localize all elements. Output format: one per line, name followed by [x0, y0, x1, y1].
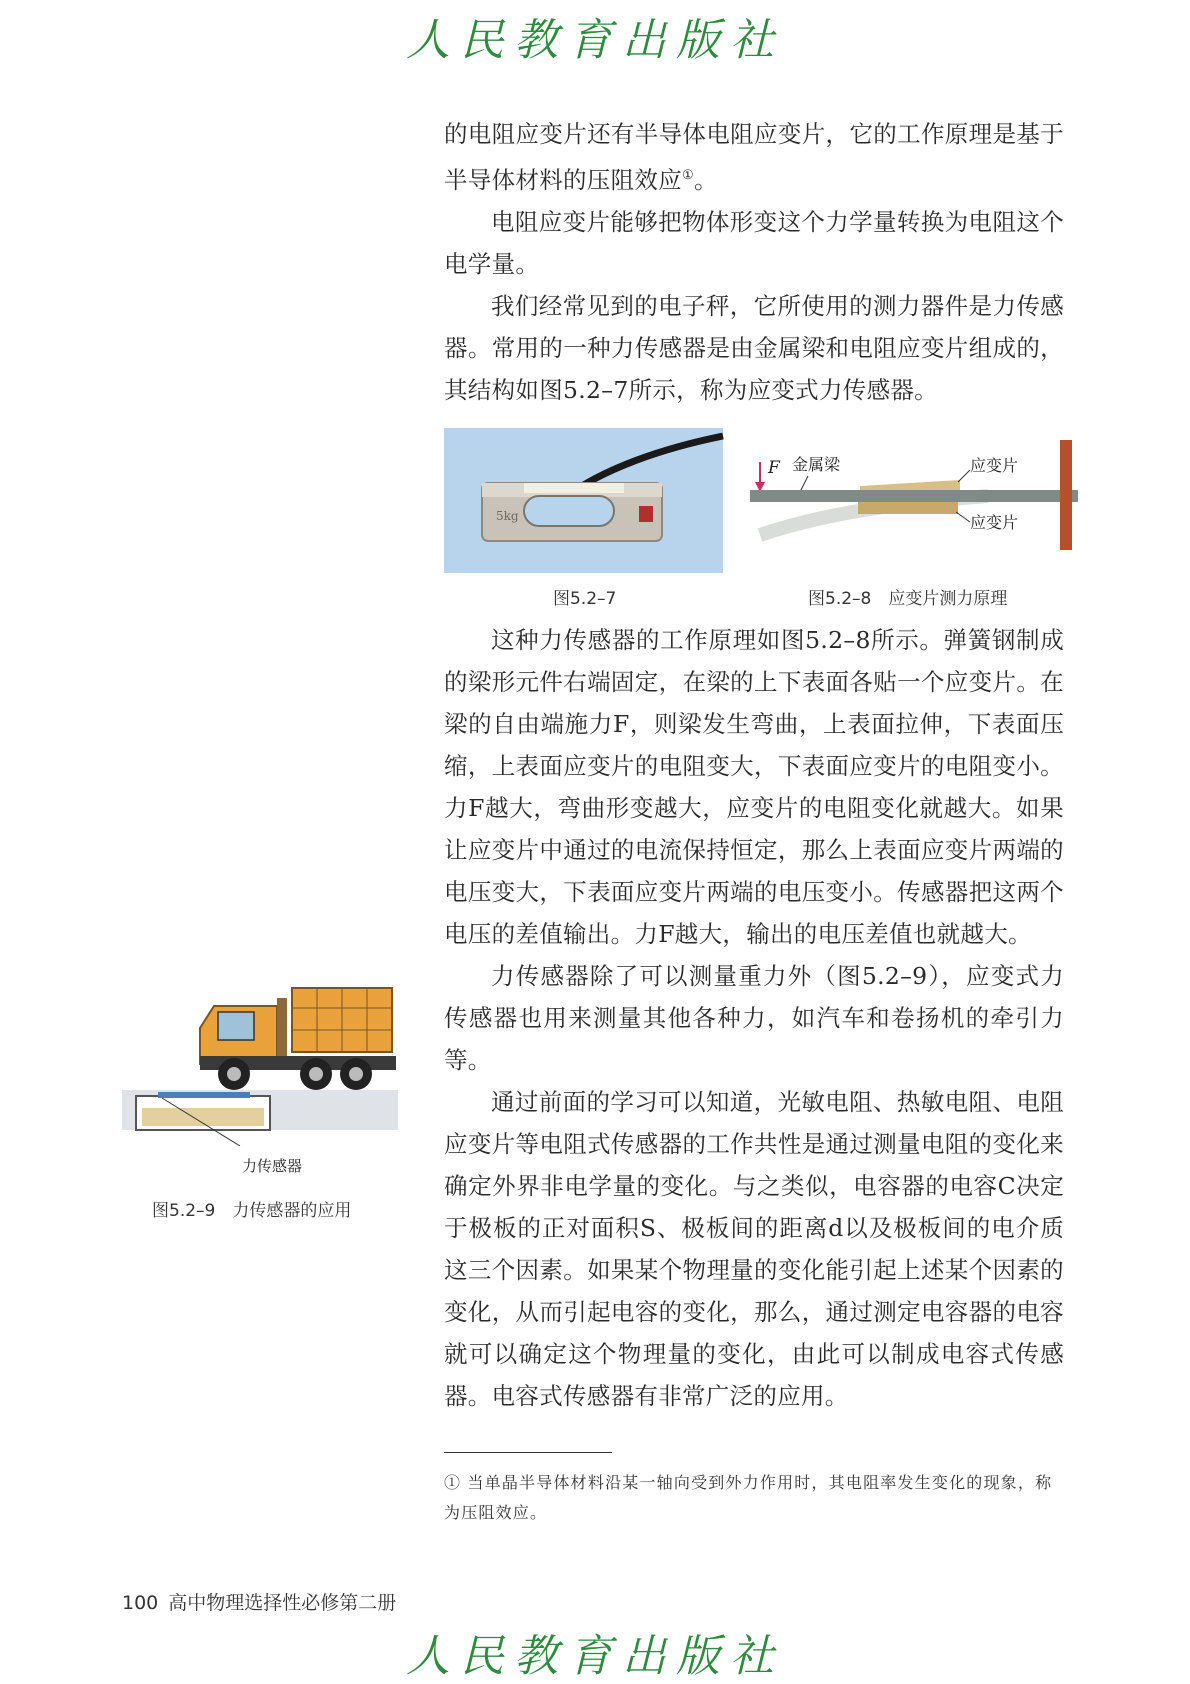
- paragraph: 电阻应变片能够把物体形变这个力学量转换为电阻这个电学量。: [444, 207, 1064, 278]
- publisher-logo-bottom: 人民教育出版社: [406, 1631, 784, 1682]
- footnote-marker[interactable]: ①: [682, 168, 694, 183]
- book-title: 高中物理选择性必修第二册: [168, 1592, 397, 1614]
- paragraph: 这种力传感器的工作原理如图5.2–8所示。弹簧钢制成的梁形元件右端固定，在梁的上下表面各贴一个应变片。在梁的自由端施力F，则梁发生弯曲，上表面拉伸，下表面压缩，上表面应变片的电阻变大，下表面应变片的电阻变小。力F越大，弯曲形变越大，应变片的电阻变化就越大。如果让应变片中通过的电流保持恒定，那么上表面应变片两端的电压变大，下表面应变片两端的电压变小。传感器把这两个电压的差值输出。力F越大，输出的电压差值也就越大。: [444, 626, 1064, 948]
- figure-5-2-8-caption: 图5.2–8 应变片测力原理: [808, 589, 1008, 609]
- figure-5-2-9-caption: 图5.2–9 力传感器的应用: [152, 1201, 352, 1221]
- figure-5-2-7-load-cell-photo: [444, 428, 723, 573]
- body-text-top: [444, 113, 1064, 411]
- figure-5-2-7-caption: 图5.2–7: [553, 589, 617, 609]
- label-gauge-bottom: 应变片: [970, 513, 1019, 532]
- figure-5-2-8-diagram: [748, 440, 1084, 555]
- paragraph: 通过前面的学习可以知道，光敏电阻、热敏电阻、电阻应变片等电阻式传感器的工作共性是通过测量电阻的变化来确定外界非电学量的变化。与之类似，电容器的电容C决定于极板的正对面积S、极板间的距离d以及极板间的电介质这三个因素。如果某个物理量的变化能引起上述某个因素的变化，从而引起电容的变化，那么，通过测定电容器的电容就可以确定这个物理量的变化，由此可以制成电容式传感器。电容式传感器有非常广泛的应用。: [444, 1088, 1064, 1410]
- label-force: F: [768, 458, 780, 478]
- label-force-sensor: 力传感器: [242, 1157, 303, 1175]
- body-text-bottom: [444, 619, 1064, 1417]
- label-gauge-top: 应变片: [970, 456, 1019, 475]
- paragraph: 力传感器除了可以测量重力外（图5.2–9），应变式力传感器也用来测量其他各种力，如汽车和卷扬机的牵引力等。: [444, 962, 1064, 1074]
- footnote: ① 当单晶半导体材料沿某一轴向受到外力作用时，其电阻率发生变化的现象，称为压阻效应。: [444, 1473, 1053, 1522]
- label-beam: 金属梁: [792, 455, 841, 474]
- figure-5-2-9-truck-scale: [122, 968, 398, 1188]
- page-footer: [122, 1588, 396, 1615]
- footnote-divider: [444, 1452, 612, 1453]
- paragraph: 的电阻应变片还有半导体电阻应变片，它的工作原理是基于半导体材料的压阻效应①。: [444, 120, 1064, 194]
- svg-text:5kg: 5kg: [496, 509, 519, 523]
- publisher-logo-top: 人民教育出版社: [406, 15, 784, 66]
- paragraph: 我们经常见到的电子秤，它所使用的测力器件是力传感器。常用的一种力传感器是由金属梁和电阻应变片组成的，其结构如图5.2–7所示，称为应变式力传感器。: [444, 291, 1064, 404]
- page-number: 100: [122, 1592, 159, 1614]
